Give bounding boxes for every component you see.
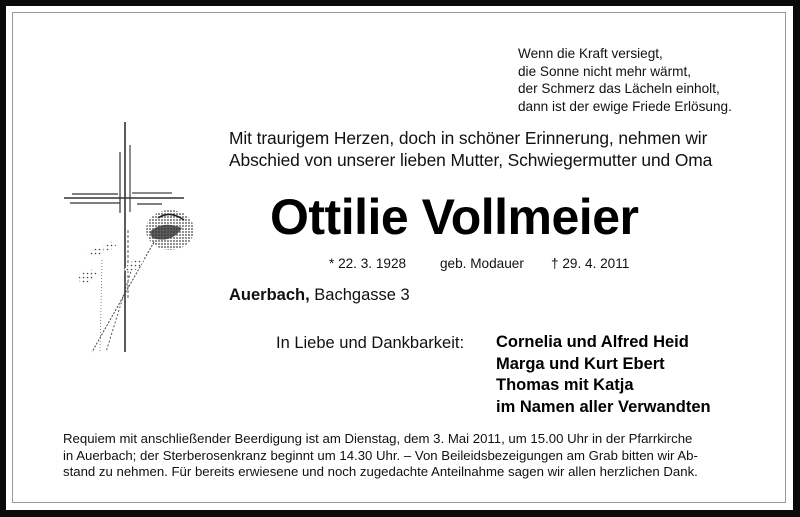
footer-line: stand zu nehmen. Für bereits erwiesene und noch zugedachte Anteilnahme sagen wir allen herzlichen Dank. <box>63 464 698 480</box>
poem-verse <box>518 45 732 115</box>
mourners-list <box>496 332 711 418</box>
intro-line: Mit traurigem Herzen, doch in schöner Erinnerung, nehmen wir <box>229 128 708 148</box>
maiden-name: geb. Modauer <box>440 256 524 271</box>
death-date: † 29. 4. 2011 <box>551 256 630 271</box>
funeral-details <box>63 431 743 481</box>
mourner: Thomas mit Katja <box>496 376 634 394</box>
mourner: Cornelia und Alfred Heid <box>496 333 689 351</box>
deceased-name: Ottilie Vollmeier <box>270 189 639 245</box>
poem-line: dann ist der ewige Friede Erlösung. <box>518 98 732 114</box>
cross-and-rose-icon <box>62 120 202 360</box>
intro-line: Abschied von unserer lieben Mutter, Schwiegermutter und Oma <box>229 150 713 170</box>
poem-line: die Sonne nicht mehr wärmt, <box>518 63 692 79</box>
poem-line: der Schmerz das Lächeln einholt, <box>518 81 720 96</box>
thanks-label: In Liebe und Dankbarkeit: <box>276 334 465 352</box>
address-street: Bachgasse 3 <box>314 286 410 304</box>
mourner: Marga und Kurt Ebert <box>496 354 665 373</box>
address <box>229 286 410 305</box>
poem-line: Wenn die Kraft versiegt, <box>518 46 663 61</box>
mourner: im Namen aller Verwandten <box>496 397 711 416</box>
intro-text <box>229 127 712 171</box>
address-town: Auerbach, <box>229 286 310 304</box>
footer-line: in Auerbach; der Sterberosenkranz beginnt um 14.30 Uhr. – Von Beileidsbezeigungen am Grab bitten wir Ab- <box>63 447 698 463</box>
footer-line: Requiem mit anschließender Beerdigung ist am Dienstag, dem 3. Mai 2011, um 15.00 Uhr in der Pfarrkirche <box>63 431 693 446</box>
birth-date: * 22. 3. 1928 <box>329 256 407 271</box>
